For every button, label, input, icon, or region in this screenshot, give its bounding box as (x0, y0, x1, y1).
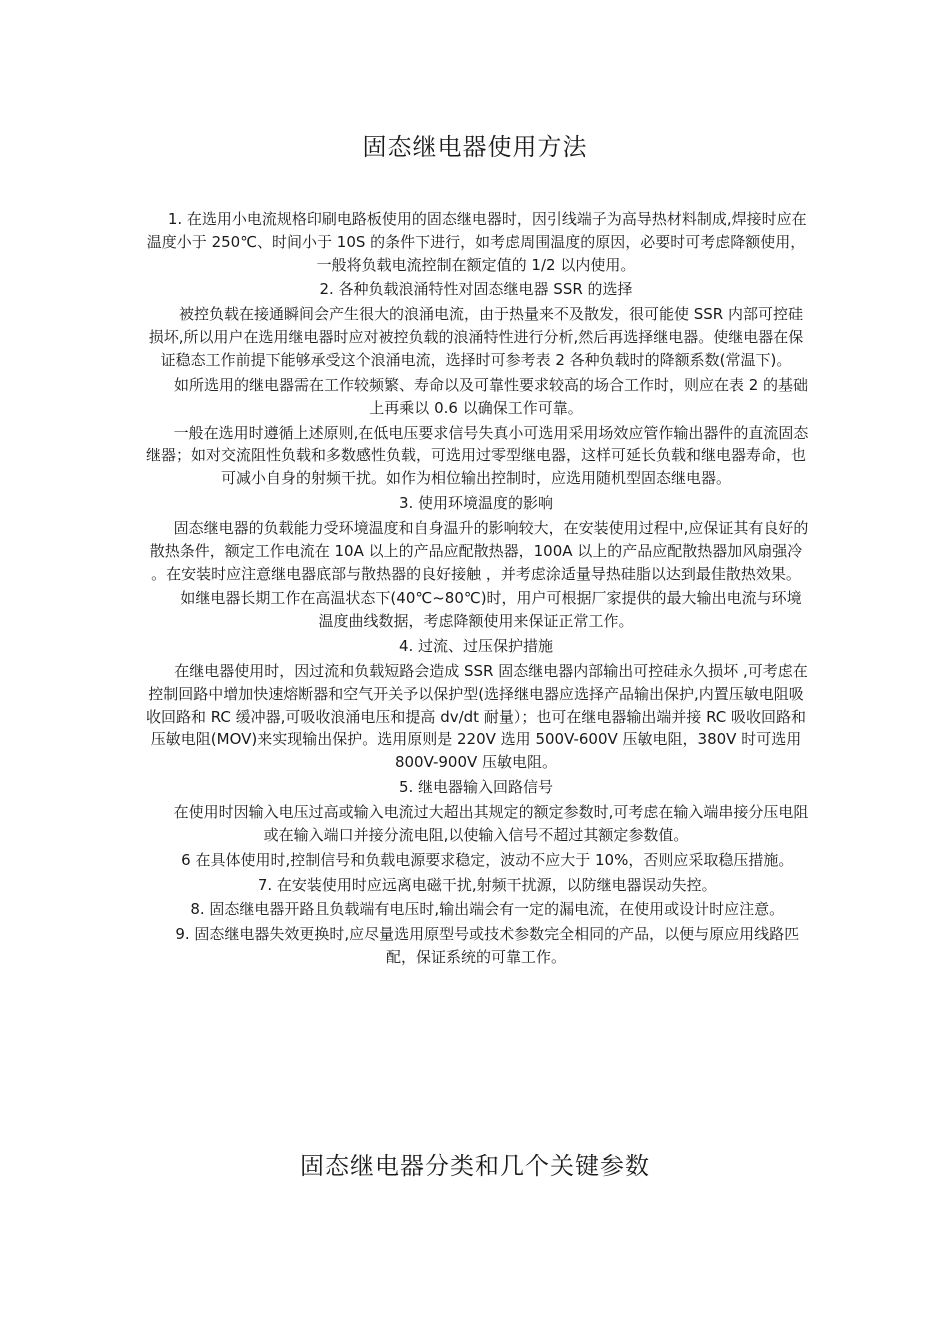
section-heading-5: 5. 继电器输入回路信号 (398, 778, 554, 797)
paragraph-surge: 被控负载在接通瞬间会产生很大的浪涌电流，由于热量来不及散发，很可能使 SSR 内部可控硅损坏,所以用户在选用继电器时应对被控负载的浪涌特性进行分析,然后再选择继电器。使继电器在保证稳态工作前提下能够承受这个浪涌电流，选择时可参考表 2 各种负载时的降额系数(常温下)。 (148, 305, 804, 369)
paragraph-8: 8. 固态继电器开路且负载端有电压时,输出端会有一定的漏电流，在使用或设计时应注意。 (190, 900, 785, 919)
paragraph-6: 6 在具体使用时,控制信号和负载电源要求稳定，波动不应大于 10%，否则应采取稳压措施。 (181, 850, 794, 869)
section-title-classification: 固态继电器分类和几个关键参数 (300, 1152, 650, 1180)
section-heading-3: 3. 使用环境温度的影响 (398, 494, 554, 513)
section-heading-4: 4. 过流、过压保护措施 (398, 637, 554, 656)
paragraph-9: 9. 固态继电器失效更换时,应尽量选用原型号或技术参数完全相同的产品，以便与原应用线路匹配，保证系统的可靠工作。 (175, 925, 800, 967)
paragraph-protection: 在继电器使用时，因过流和负载短路会造成 SSR 固态继电器内部输出可控硅永久损坏 ,可考虑在控制回路中增加快速熔断器和空气开关予以保护型(选择继电器应选择产品输出保护,内置压敏电阻吸收回路和 RC 缓冲器,可吸收浪涌电压和提高 dv/dt 耐量）；也可在继电器输出端并接 RC 吸收回路和压敏电阻(MOV)来实现输出保护。选用原则是 220V 选用 500V-600V 压敏电阻，380V 时可选用 800V-900V 压敏电阻。 (145, 661, 808, 772)
document-body (143, 208, 809, 971)
section-heading-2: 2. 各种负载浪涌特性对固态继电器 SSR 的选择 (319, 280, 633, 299)
paragraph-1: 1. 在选用小电流规格印刷电路板使用的固态继电器时，因引线端子为高导热材料制成,焊接时应在温度小于 250℃、时间小于 10S 的条件下进行，如考虑周围温度的原因，必要时可考虑降额使用，一般将负载电流控制在额定值的 1/2 以内使用。 (146, 210, 807, 274)
paragraph-7: 7. 在安装使用时应远离电磁干扰,射频干扰源，以防继电器误动失控。 (257, 875, 717, 894)
paragraph-input: 在使用时因输入电压过高或输入电流过大超出其规定的额定参数时,可考虑在输入端串接分压电阻或在输入端口并接分流电阻,以使输入信号不超过其额定参数值。 (173, 802, 809, 844)
paragraph-heat: 固态继电器的负载能力受环境温度和自身温升的影响较大，在安装使用过程中,应保证其有良好的散热条件，额定工作电流在 10A 以上的产品应配散热器，100A 以上的产品应配散热器加风扇强冷 。在安装时应注意继电器底部与散热器的良好接触 ，并考虑涂适量导热硅脂以达到最佳散热效果。 (149, 518, 809, 583)
paragraph-high-temp: 如继电器长期工作在高温状态下(40℃~80℃)时，用户可根据厂家提供的最大输出电流与环境温度曲线数据，考虑降额使用来保证正常工作。 (180, 589, 802, 631)
paragraph-selection: 一般在选用时遵循上述原则,在低电压要求信号失真小可选用采用场效应管作输出器件的直流固态继器；如对交流阻性负载和多数感性负载，可选用过零型继电器，这样可延长负载和继电器寿命，也可减小自身的射频干扰。如作为相位输出控制时，应选用随机型固态继电器。 (145, 423, 809, 488)
paragraph-reliability: 如所选用的继电器需在工作较频繁、寿命以及可靠性要求较高的场合工作时，则应在表 2 的基础上再乘以 0.6 以确保工作可靠。 (173, 375, 809, 417)
document-title: 固态继电器使用方法 (362, 133, 588, 161)
